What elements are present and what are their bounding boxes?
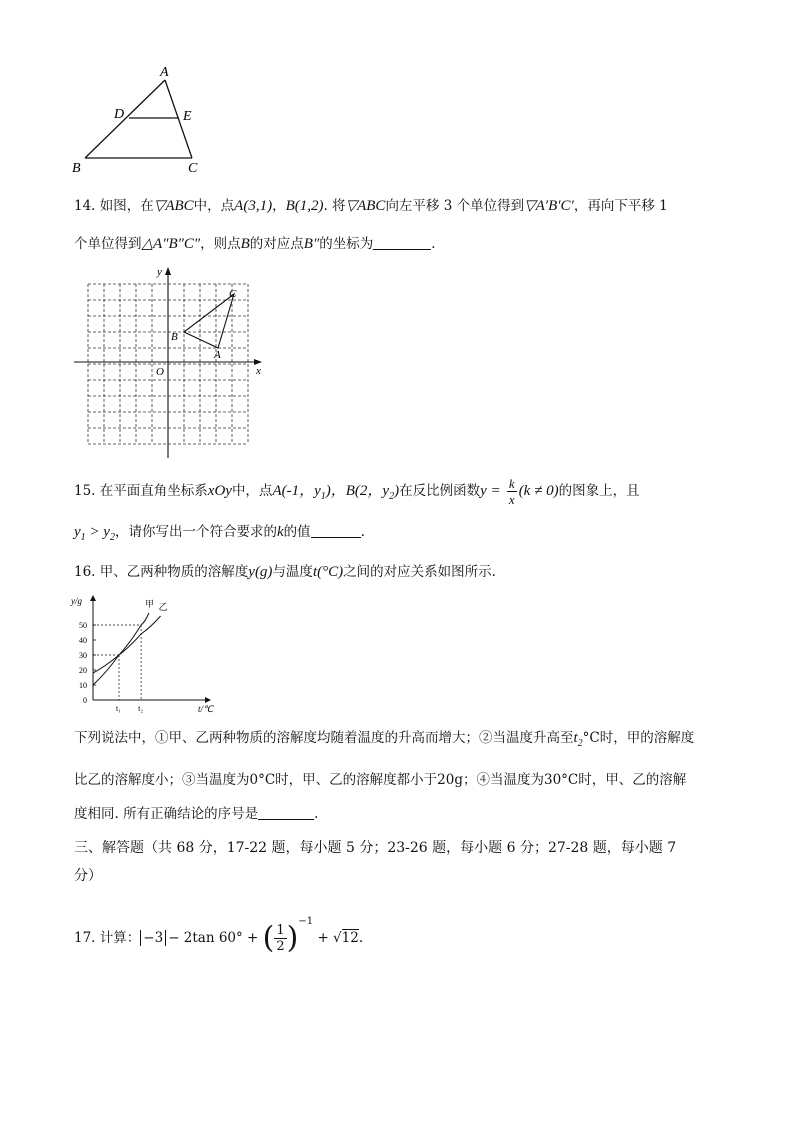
chart-y-label: y/g <box>71 596 82 606</box>
chart-y-arrow <box>90 595 96 601</box>
series-label-jia: 甲 <box>144 599 154 609</box>
q16-statements-line3: 度相同. 所有正确结论的序号是 . <box>74 806 319 822</box>
y-axis-arrow <box>165 267 171 275</box>
chart-y-tick-label: 0 <box>83 696 87 705</box>
label-e: E <box>183 109 192 124</box>
q16-number: 16. <box>74 564 96 580</box>
q14-answer-blank[interactable] <box>373 235 431 250</box>
sqrt-sign: √ <box>333 930 342 946</box>
q15-line2: $y_1 > y_2$，请你写出一个符合要求的k的值 . <box>74 524 365 543</box>
half-fraction: $\frac{1}{2}$ <box>276 923 285 954</box>
q17-number: 17. <box>74 930 96 946</box>
section-3-heading: 三、解答题（共 68 分，17-22 题，每小题 5 分；23-26 题，每小题 6 分；27-28 题，每小题 7 <box>74 840 677 856</box>
chart-y-tick-label: 50 <box>79 621 87 630</box>
triangle-abc <box>184 294 234 348</box>
y-axis-label: y <box>157 266 162 278</box>
series-label-yi: 乙 <box>158 602 168 612</box>
solubility-chart <box>68 590 218 715</box>
q14-line1: 14. 如图，在▽ABC中，点A(3,1)，B(1,2). 将▽ABC向左平移 3 个单位得到▽A′B′C′，再向下平移 1 <box>74 198 668 214</box>
label-a: A <box>160 65 169 80</box>
section-3-heading-cont: 分） <box>74 868 102 884</box>
chart-y-tick-label: 40 <box>79 636 87 645</box>
coordinate-grid-figure <box>70 262 270 462</box>
q16-statements-line2: 比乙的溶解度小；③当温度为0°C时，甲、乙的溶解度都小于20g；④当温度为30°C时，甲、乙的溶解 <box>74 772 687 788</box>
chart-x-label: t/℃ <box>198 704 214 714</box>
q15-number: 15. <box>74 483 96 499</box>
label-b: B <box>72 161 81 176</box>
q16-line1: 16. 甲、乙两种物质的溶解度y(g)与温度t(°C)之间的对应关系如图所示. <box>74 564 496 580</box>
point-a-label: A <box>214 349 221 361</box>
origin-label: O <box>156 366 164 378</box>
point-c-label: C <box>229 288 237 300</box>
chart-x-tick-label: t₁ <box>116 704 122 713</box>
x-axis-label: x <box>256 365 261 377</box>
chart-x-tick-label: t₂ <box>138 704 144 713</box>
triangle-figure <box>62 60 222 180</box>
label-c: C <box>188 161 198 176</box>
q16-answer-blank[interactable] <box>258 805 314 820</box>
q17-line: 17. 计算： −3 − 2tan 60° + ( $\frac{1}{2}$ )$^{-1}$ + √12. <box>74 916 364 956</box>
segment-ab <box>85 80 165 158</box>
abs-value: −3 <box>140 930 166 946</box>
series-line-jia <box>93 613 149 685</box>
point-b-label: B <box>171 331 178 343</box>
chart-y-tick-label: 20 <box>79 666 87 675</box>
q16-statements-line1: 下列说法中，①甲、乙两种物质的溶解度均随着温度的升高而增大；②当温度升高至$t_2^\circ C$时，甲的溶解度 <box>74 730 695 749</box>
q14-line2: 个单位得到△A″B″C″，则点B的对应点B″的坐标为 . <box>74 236 436 252</box>
series-line-yi <box>93 616 161 673</box>
q14-number: 14. <box>74 198 96 214</box>
chart-x-arrow <box>205 697 211 703</box>
chart-y-tick-label: 30 <box>79 651 87 660</box>
func-fraction: $\frac{k}{x}$ <box>508 476 515 507</box>
chart-y-tick-label: 10 <box>79 681 87 690</box>
fraction-paren: ( <box>262 920 275 956</box>
q15-line1: 15. 在平面直角坐标系xOy中，点A(-1，$y_1$)，B(2，$y_2$)在反比例函数y = $\frac{k}{x}$ (k ≠ 0)的图象上，且 <box>74 476 640 507</box>
q15-answer-blank[interactable] <box>311 523 361 538</box>
label-d: D <box>114 107 125 122</box>
